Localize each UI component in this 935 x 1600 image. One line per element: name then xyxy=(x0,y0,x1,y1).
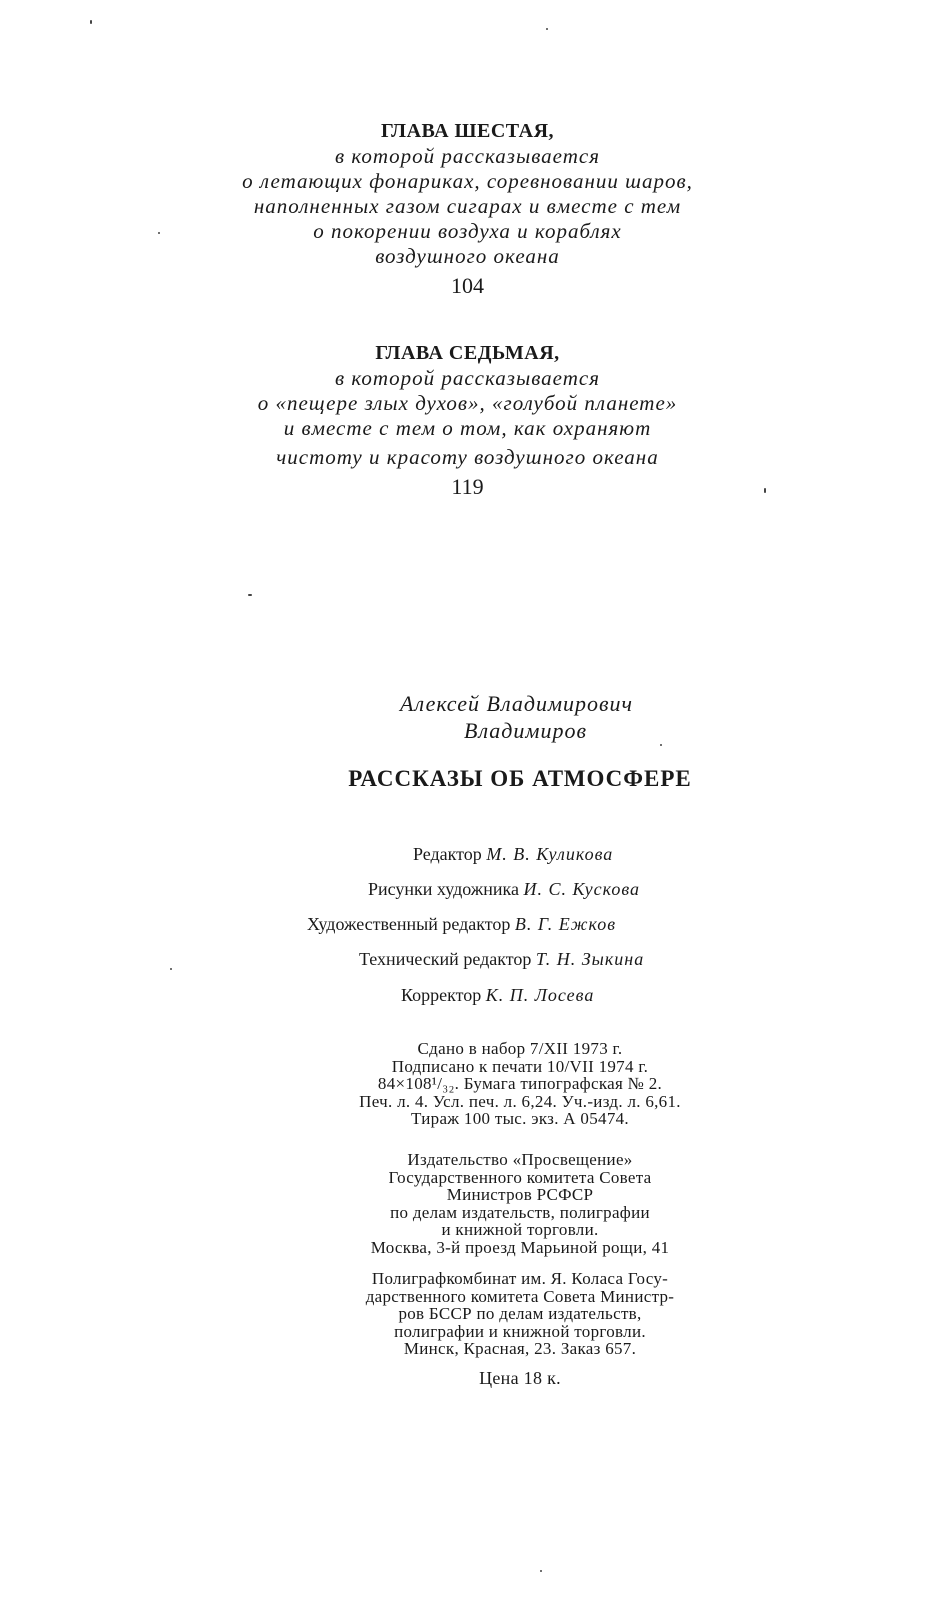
toc-heading: ГЛАВА СЕДЬМАЯ, xyxy=(375,342,560,364)
credit-role: Художественный редактор xyxy=(307,914,511,934)
toc-description-line: в которой рассказывается xyxy=(335,366,600,390)
book-title: РАССКАЗЫ ОБ АТМОСФЕРЕ xyxy=(348,766,692,791)
credit-art-editor xyxy=(307,912,616,936)
printer-line: полиграфии и книжной торговли. xyxy=(394,1321,646,1341)
author-line-2: Владимиров xyxy=(464,718,588,743)
printer-line: Минск, Красная, 23. Заказ 657. xyxy=(403,1339,637,1358)
toc-description-line: воздушного океана xyxy=(375,244,560,268)
price xyxy=(0,1370,935,1388)
publisher-line: Министров РСФСР xyxy=(446,1185,594,1204)
print-info-line: Сдано в набор 7/XII 1973 г. xyxy=(417,1039,623,1058)
credit-proofreader xyxy=(401,983,594,1007)
credit-role: Рисунки художника xyxy=(368,879,519,899)
toc-description-line: в которой рассказывается xyxy=(335,144,600,168)
toc-page-number: 119 xyxy=(451,474,484,499)
publisher-line: Государственного комитета Совета xyxy=(388,1167,652,1187)
toc-heading: ГЛАВА ШЕСТАЯ, xyxy=(380,120,555,142)
credit-name: К. П. Лосева xyxy=(485,985,595,1005)
scan-speck xyxy=(764,488,766,493)
printer-line: ров БССР по делам издательств, xyxy=(398,1304,642,1323)
credit-technical-editor xyxy=(359,947,644,971)
printer-line: дарственного комитета Совета Министр- xyxy=(365,1286,675,1306)
print-info-line: Подписано к печати 10/VII 1974 г. xyxy=(391,1056,649,1076)
publisher-line: по делам издательств, полиграфии xyxy=(390,1202,650,1222)
printer-info xyxy=(0,1270,935,1358)
scan-speck xyxy=(248,594,252,596)
credit-role: Технический редактор xyxy=(359,949,532,969)
toc-description-line: наполненных газом сигарах и вместе с тем xyxy=(253,194,682,218)
scan-speck xyxy=(90,20,92,24)
toc-description-line: чистоту и красоту воздушного океана xyxy=(276,445,659,469)
credit-name: И. С. Кускова xyxy=(523,879,641,899)
publisher-line: Издательство «Просвещение» xyxy=(407,1150,633,1169)
scan-speck xyxy=(158,232,160,234)
author-line-1: Алексей Владимирович xyxy=(400,691,634,716)
credit-role: Корректор xyxy=(401,985,482,1005)
toc-entry-chapter-6 xyxy=(0,118,935,301)
scan-speck xyxy=(170,968,172,970)
publisher-info xyxy=(0,1151,935,1256)
credit-illustrator xyxy=(368,877,640,901)
toc-entry-chapter-7 xyxy=(0,340,935,502)
scan-speck xyxy=(546,28,548,30)
print-info-line: Печ. л. 4. Усл. печ. л. 6,24. Уч.-изд. л. 6,61. xyxy=(359,1091,681,1111)
price-text: Цена 18 к. xyxy=(479,1368,561,1388)
credit-name: М. В. Куликова xyxy=(486,844,614,864)
publisher-line: и книжной торговли. xyxy=(441,1220,599,1239)
credit-role: Редактор xyxy=(413,844,482,864)
publisher-line: Москва, 3-й проезд Марьиной рощи, 41 xyxy=(370,1237,670,1257)
toc-description-line: о покорении воздуха и кораблях xyxy=(313,219,622,243)
toc-description-line: и вместе с тем о том, как охраняют xyxy=(283,416,652,440)
author-name xyxy=(400,690,633,744)
print-info-line: Тираж 100 тыс. экз. А 05474. xyxy=(411,1109,629,1128)
print-info-line: 84×108¹/₃₂. Бумага типографская № 2. xyxy=(377,1074,663,1093)
credit-name: Т. Н. Зыкина xyxy=(535,949,645,969)
toc-description-line: о летающих фонариках, соревновании шаров, xyxy=(242,169,693,193)
print-info xyxy=(0,1040,935,1128)
toc-page-number: 104 xyxy=(451,273,484,298)
scan-speck xyxy=(660,744,662,746)
printer-line: Полиграфкомбинат им. Я. Коласа Госу- xyxy=(371,1269,669,1288)
scan-speck xyxy=(540,1570,542,1572)
credit-editor xyxy=(413,842,613,866)
credit-name: В. Г. Ежков xyxy=(514,914,617,934)
toc-description-line: о «пещере злых духов», «голубой планете» xyxy=(257,391,678,415)
